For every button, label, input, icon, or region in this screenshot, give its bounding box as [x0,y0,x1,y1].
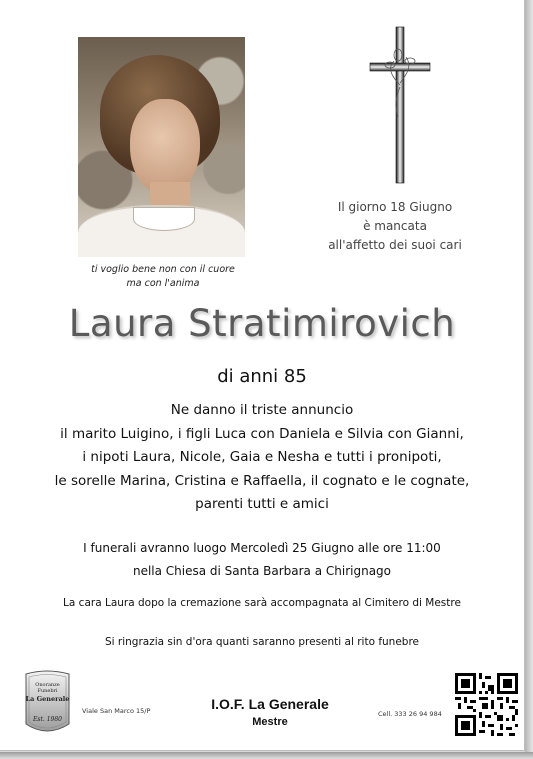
announcement-line: le sorelle Marina, Cristina e Raffaella, il cognato e le cognate, [54,472,470,489]
funeral-home-city: Mestre [252,716,288,728]
cremation-info: La cara Laura dopo la cremazione sarà accompagnata al Cimitero di Mestre [63,597,461,609]
photo-caption [78,263,248,291]
cross-icon [368,25,432,185]
caption-line-1: ti voglio bene non con il cuore [91,264,235,275]
funeral-home-name: I.O.F. La Generale [211,696,329,712]
logo-line-1: Onoranze [35,682,60,688]
death-note-line-3: all'affetto dei suoi cari [328,238,462,252]
page-bottom-shadow [0,752,533,759]
logo-est: Est. 1980 [33,716,62,723]
funeral-line-2: nella Chiesa di Santa Barbara a Chirignago [132,564,392,578]
death-note [300,198,490,255]
death-note-line-1: Il giorno 18 Giugno [337,200,453,214]
thanks-note: Si ringrazia sin d'ora quanti saranno presenti al rito funebre [104,636,420,648]
funeral-home-logo [20,668,75,738]
logo-line-3: La Generale [25,695,70,703]
funeral-line-1: I funerali avranno luogo Mercoledì 25 Giugno alle ore 11:00 [83,541,441,555]
announcement-line: parenti tutti e amici [195,496,329,512]
announcement-line: il marito Luigino, i figli Luca con Daniela e Silvia con Gianni, [60,425,464,442]
deceased-age: di anni 85 [217,366,307,387]
funeral-home-phone: Cell. 333 26 94 984 [378,710,442,718]
announcement-line: i nipoti Laura, Nicole, Gaia e Nesha e tutti i pronipoti, [82,449,442,465]
announcement [0,399,524,517]
caption-line-2: ma con l'anima [126,278,200,289]
portrait-photo [78,37,245,257]
funeral-info [0,537,524,583]
logo-line-2: Funebri [37,688,58,694]
deceased-name: Laura Stratimirovich [68,302,456,345]
funeral-home-address: Viale San Marco 15/P [82,707,151,715]
qr-code-icon [455,673,518,736]
page-right-shadow [525,0,533,759]
announcement-line: Ne danno il triste annuncio [170,402,354,418]
death-note-line-2: è mancata [363,219,427,233]
